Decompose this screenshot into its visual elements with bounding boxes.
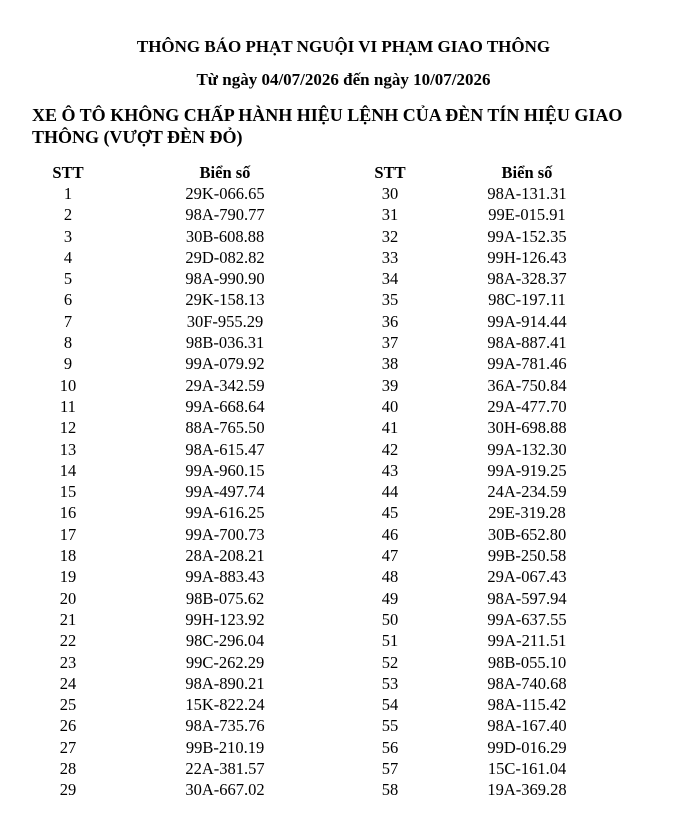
row-stt-right: 44: [381, 482, 399, 502]
table-row: [0, 439, 687, 460]
row-stt-right: 36: [381, 311, 399, 331]
row-plate-left: 98A-735.76: [185, 716, 265, 736]
row-plate-right: 99A-781.46: [487, 354, 567, 374]
row-stt-left: 21: [59, 609, 77, 629]
row-stt-right: 41: [381, 418, 399, 438]
row-plate-left: 29D-082.82: [185, 247, 265, 267]
row-stt-right: 30: [381, 184, 399, 203]
row-plate-left: 22A-381.57: [185, 759, 265, 779]
table-row: [0, 396, 687, 417]
row-stt-right: 35: [381, 290, 399, 310]
row-plate-right: 98A-597.94: [487, 588, 567, 608]
row-stt-left: 27: [59, 737, 77, 757]
row-stt-right: 51: [381, 631, 399, 651]
table-row: [0, 183, 687, 204]
row-plate-left: 99A-616.25: [185, 503, 265, 523]
header-stt-right: STT: [374, 163, 406, 182]
row-plate-left: 98B-075.62: [185, 588, 265, 608]
table-row: [0, 566, 687, 587]
row-stt-right: 50: [381, 609, 399, 629]
row-stt-left: 8: [63, 333, 73, 353]
row-stt-right: 40: [381, 396, 399, 416]
row-plate-right: 98A-115.42: [487, 695, 567, 715]
table-row: [0, 375, 687, 396]
row-plate-right: 30H-698.88: [487, 418, 567, 438]
row-plate-left: 99C-262.29: [185, 652, 265, 672]
table-row: [0, 332, 687, 353]
row-stt-left: 13: [59, 439, 77, 459]
table-row: [0, 311, 687, 332]
row-plate-right: 99A-132.30: [487, 439, 567, 459]
row-plate-right: 99A-152.35: [487, 226, 567, 246]
header-plate-right: Biển số: [501, 163, 553, 182]
row-plate-left: 99A-960.15: [185, 460, 265, 480]
table-header-row: [0, 162, 687, 183]
row-plate-right: 99B-250.58: [487, 546, 567, 566]
row-plate-right: 29A-067.43: [487, 567, 567, 587]
row-plate-left: 98A-890.21: [185, 673, 265, 693]
row-stt-left: 19: [59, 567, 77, 587]
row-plate-right: 98A-887.41: [487, 333, 567, 353]
row-stt-left: 12: [59, 418, 77, 438]
row-stt-right: 38: [381, 354, 399, 374]
row-stt-right: 31: [381, 205, 399, 225]
row-plate-left: 99A-883.43: [185, 567, 265, 587]
row-stt-left: 26: [59, 716, 77, 736]
row-plate-right: 36A-750.84: [487, 375, 567, 395]
date-range-subtitle: Từ ngày 04/07/2026 đến ngày 10/07/2026: [196, 70, 491, 89]
row-stt-left: 7: [63, 311, 73, 331]
row-plate-right: 98A-328.37: [487, 269, 567, 289]
row-plate-left: 99H-123.92: [185, 609, 265, 629]
row-stt-left: 2: [63, 205, 73, 225]
row-plate-left: 99A-700.73: [185, 524, 265, 544]
row-plate-left: 30B-608.88: [185, 226, 265, 246]
row-plate-left: 98A-990.90: [185, 269, 265, 289]
row-stt-right: 34: [381, 269, 399, 289]
row-plate-left: 98C-296.04: [185, 631, 265, 651]
row-plate-right: 98A-167.40: [487, 716, 567, 736]
row-plate-left: 98A-615.47: [185, 439, 265, 459]
row-stt-right: 48: [381, 567, 399, 587]
table-row: [0, 460, 687, 481]
row-plate-right: 29A-477.70: [487, 396, 567, 416]
table-row: [0, 417, 687, 438]
row-stt-right: 52: [381, 652, 399, 672]
row-plate-right: 98B-055.10: [487, 652, 567, 672]
row-stt-left: 10: [59, 375, 77, 395]
row-plate-right: 30B-652.80: [487, 524, 567, 544]
row-plate-right: 99A-211.51: [487, 631, 567, 651]
row-plate-left: 29A-342.59: [185, 375, 265, 395]
row-stt-left: 17: [59, 524, 77, 544]
row-stt-right: 47: [381, 546, 399, 566]
row-plate-right: 29E-319.28: [488, 503, 566, 523]
row-plate-left: 29K-066.65: [185, 184, 265, 203]
row-stt-right: 37: [381, 333, 399, 353]
row-stt-right: 49: [381, 588, 399, 608]
row-stt-left: 3: [63, 226, 73, 246]
table-row: [0, 779, 687, 800]
row-stt-left: 28: [59, 759, 77, 779]
row-stt-left: 6: [63, 290, 73, 310]
table-row: [0, 524, 687, 545]
table-row: [0, 353, 687, 374]
row-plate-right: 19A-369.28: [487, 780, 567, 800]
row-stt-left: 25: [59, 695, 77, 715]
row-plate-right: 15C-161.04: [487, 759, 567, 779]
row-plate-left: 15K-822.24: [185, 695, 265, 715]
row-stt-left: 18: [59, 546, 77, 566]
table-row: [0, 673, 687, 694]
table-row: [0, 481, 687, 502]
row-stt-left: 5: [63, 269, 73, 289]
header-stt-left: STT: [52, 163, 84, 182]
row-plate-right: 99A-919.25: [487, 460, 567, 480]
table-row: [0, 630, 687, 651]
row-stt-right: 39: [381, 375, 399, 395]
table-row: [0, 226, 687, 247]
row-stt-right: 42: [381, 439, 399, 459]
row-stt-right: 57: [381, 759, 399, 779]
row-plate-left: 99A-668.64: [185, 396, 265, 416]
row-stt-right: 45: [381, 503, 399, 523]
row-plate-right: 99D-016.29: [487, 737, 567, 757]
row-plate-right: 99E-015.91: [488, 205, 566, 225]
row-stt-right: 56: [381, 737, 399, 757]
table-row: [0, 502, 687, 523]
violation-section-heading: XE Ô TÔ KHÔNG CHẤP HÀNH HIỆU LỆNH CỦA ĐÈN TÍN HIỆU GIAO THÔNG (VƯỢT ĐÈN ĐỎ): [32, 105, 623, 147]
row-stt-left: 9: [63, 354, 73, 374]
table-row: [0, 268, 687, 289]
row-plate-left: 99A-497.74: [185, 482, 265, 502]
table-row: [0, 204, 687, 225]
row-stt-right: 53: [381, 673, 399, 693]
row-plate-right: 98A-131.31: [487, 184, 567, 203]
row-stt-left: 4: [63, 247, 73, 267]
table-row: [0, 289, 687, 310]
table-row: [0, 545, 687, 566]
row-stt-right: 43: [381, 460, 399, 480]
row-plate-left: 30A-667.02: [185, 780, 265, 800]
row-stt-left: 11: [60, 396, 76, 416]
row-stt-right: 54: [381, 695, 399, 715]
row-stt-left: 24: [59, 673, 77, 693]
row-stt-right: 46: [381, 524, 399, 544]
row-stt-left: 15: [59, 482, 77, 502]
row-stt-right: 58: [381, 780, 399, 800]
table-row: [0, 737, 687, 758]
row-stt-left: 22: [59, 631, 77, 651]
header-plate-left: Biển số: [199, 163, 251, 182]
row-plate-left: 98A-790.77: [185, 205, 265, 225]
row-stt-right: 55: [381, 716, 399, 736]
table-row: [0, 758, 687, 779]
row-plate-right: 99A-637.55: [487, 609, 567, 629]
row-plate-right: 98A-740.68: [487, 673, 567, 693]
row-plate-left: 88A-765.50: [185, 418, 265, 438]
row-stt-left: 1: [63, 184, 73, 203]
table-row: [0, 588, 687, 609]
row-plate-right: 98C-197.11: [488, 290, 566, 310]
row-plate-right: 24A-234.59: [487, 482, 567, 502]
table-row: [0, 652, 687, 673]
table-row: [0, 609, 687, 630]
row-stt-left: 20: [59, 588, 77, 608]
row-stt-left: 16: [59, 503, 77, 523]
row-plate-left: 98B-036.31: [185, 333, 265, 353]
row-plate-right: 99A-914.44: [487, 311, 567, 331]
row-stt-left: 23: [59, 652, 77, 672]
row-stt-right: 32: [381, 226, 399, 246]
table-row: [0, 247, 687, 268]
table-row: [0, 715, 687, 736]
table-row: [0, 694, 687, 715]
row-plate-left: 30F-955.29: [186, 311, 264, 331]
row-plate-left: 99A-079.92: [185, 354, 265, 374]
license-plate-table: [0, 162, 687, 801]
row-plate-right: 99H-126.43: [487, 247, 567, 267]
row-plate-left: 28A-208.21: [185, 546, 265, 566]
document-title: THÔNG BÁO PHẠT NGUỘI VI PHẠM GIAO THÔNG: [136, 37, 551, 56]
row-stt-left: 29: [59, 780, 77, 800]
row-stt-right: 33: [381, 247, 399, 267]
row-plate-left: 99B-210.19: [185, 737, 265, 757]
row-stt-left: 14: [59, 460, 77, 480]
row-plate-left: 29K-158.13: [185, 290, 265, 310]
